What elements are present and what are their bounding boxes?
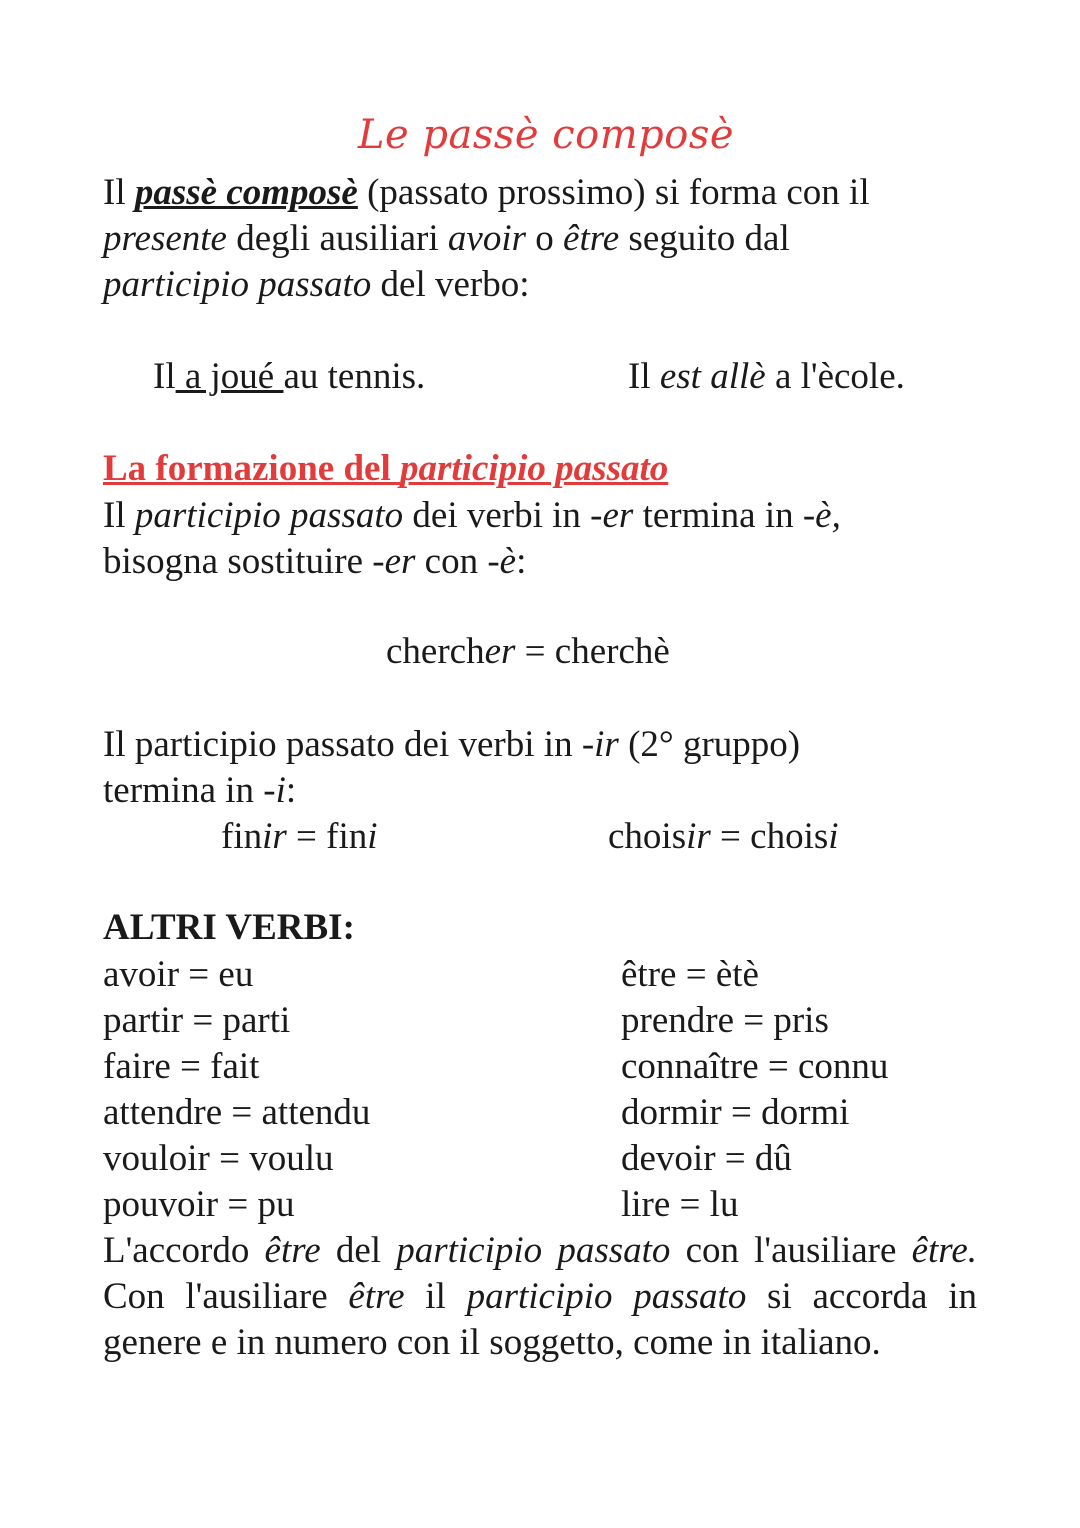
list-item: pouvoir = pu — [103, 1184, 295, 1225]
list-item: lire = lu — [621, 1184, 739, 1225]
term-passe-compose: passè composè — [134, 172, 358, 213]
list-item: vouloir = voulu — [103, 1138, 334, 1179]
list-item: partir = parti — [103, 1000, 291, 1041]
verb-list-left — [103, 952, 370, 1228]
list-item: avoir = eu — [103, 954, 254, 995]
list-item: devoir = dû — [621, 1138, 792, 1179]
list-item: dormir = dormi — [621, 1092, 850, 1133]
paragraph-accordo: L'accordo être del participio passato con l'ausiliare être. Con l'ausiliare être il participio passato si accorda in genere e in numero con il soggetto, come in italiano. — [103, 1230, 977, 1363]
list-item: attendre = attendu — [103, 1092, 371, 1133]
paragraph-ir-verbs: Il participio passato dei verbi in -ir (2° gruppo) termina in -i: — [103, 724, 801, 811]
list-item: prendre = pris — [621, 1000, 829, 1041]
list-item: être = ètè — [621, 954, 759, 995]
example-chercher: chercher = cherchè — [386, 631, 670, 672]
example-finir: finir = fini — [221, 816, 378, 857]
intro-paragraph: Il passè composè (passato prossimo) si forma con il presente degli ausiliari avoir o être seguito dal participio passato del verbo: — [103, 172, 870, 305]
example-etre: Il est allè a l'ècole. — [628, 356, 905, 397]
page-title: Le passè composè — [357, 112, 735, 158]
section-heading-altri-verbi: ALTRI VERBI: — [103, 907, 355, 948]
section-heading-formazione: La formazione del participio passato — [103, 448, 669, 489]
example-choisir: choisir = choisi — [608, 816, 839, 857]
list-item: connaître = connu — [621, 1046, 889, 1087]
example-avoir: Il a joué au tennis. — [153, 356, 426, 397]
list-item: faire = fait — [103, 1046, 260, 1087]
verb-list-right — [621, 952, 888, 1228]
paragraph-er-verbs: Il participio passato dei verbi in -er termina in -è, bisogna sostituire -er con -è: — [103, 495, 841, 582]
